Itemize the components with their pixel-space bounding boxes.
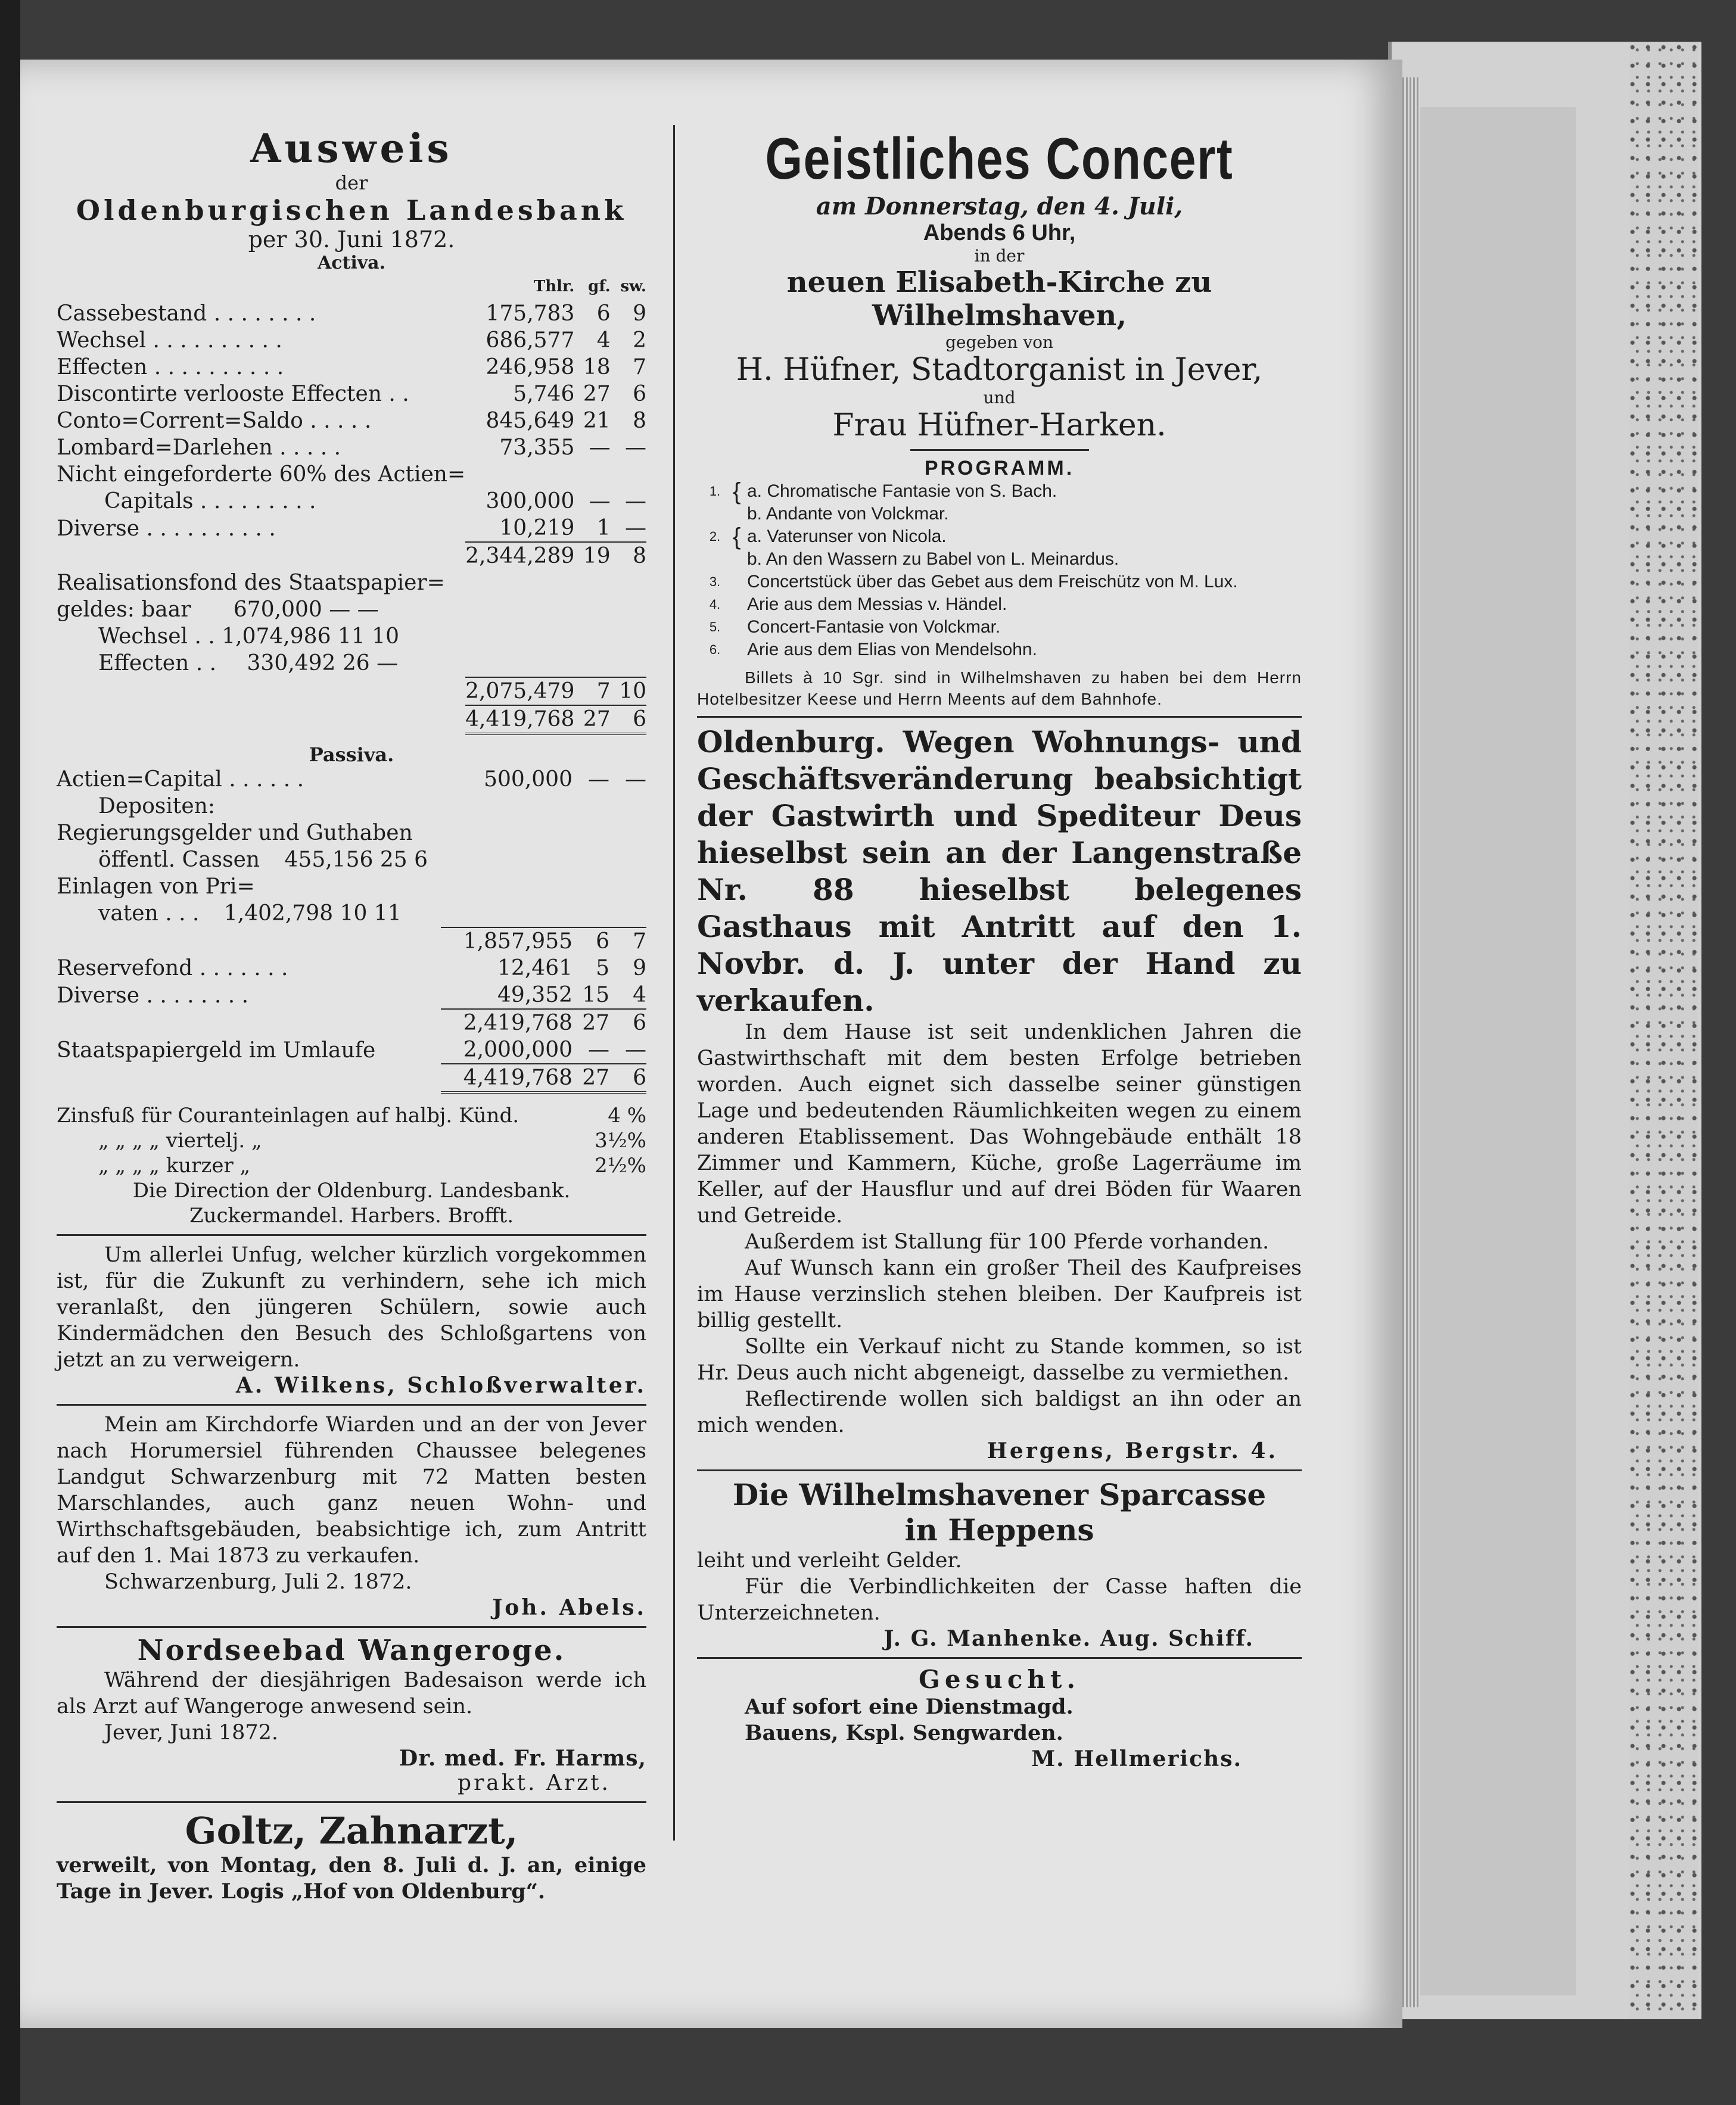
total-row: [57, 1064, 646, 1092]
row-gr: 6: [596, 301, 611, 326]
bracket-glyph: [733, 571, 747, 593]
row-thlr: 175,783: [486, 301, 575, 326]
row-gr: 15: [582, 983, 609, 1007]
table-row: [57, 1009, 646, 1036]
total-gr: 27: [574, 705, 610, 734]
dep-amount: 455,156 25 6: [284, 848, 428, 872]
bad-title: Nordseebad Wangeroge.: [137, 1634, 566, 1667]
divider: [697, 1657, 1302, 1659]
table-row: [57, 407, 646, 434]
row-gr: —: [588, 767, 609, 792]
marbled-edge: [1629, 42, 1698, 2019]
bad-text: Während der diesjährigen Badesaison werde ich als Arzt auf Wangeroge anwesend sein.: [57, 1668, 646, 1718]
divider: [57, 1234, 646, 1236]
gasthaus-signature: Hergens, Bergstr. 4.: [987, 1438, 1278, 1463]
table-row: [57, 300, 646, 327]
subtotal-thlr: 2,075,479: [465, 677, 574, 705]
gasthaus-p3: Auf Wunsch kann ein großer Theil des Kaufpreises im Hause verzinslich stehen bleiben. Der Kaufpreis ist billig gestellt.: [697, 1256, 1302, 1332]
bank-name: Oldenburgischen Landesbank: [76, 194, 627, 226]
concert-gegeben: gegeben von: [945, 332, 1054, 352]
bad-signature-title: prakt. Arzt.: [458, 1771, 611, 1795]
dep-amount: 1,402,798 10 11: [223, 901, 402, 926]
row-label: Staatspapiergeld im Umlaufe: [57, 1038, 376, 1063]
book-inner-board: [1397, 107, 1576, 1995]
rate-label: „ „ „ „ viertelj. „: [98, 1129, 262, 1153]
goltz-text: verweilt, von Montag, den 8. Juli d. J. an, einige Tage in Jever. Logis „Hof von Oldenburg“.: [57, 1853, 646, 1904]
subtotal-gr: 19: [574, 542, 610, 569]
row-gr: —: [588, 1038, 609, 1062]
passiva-label: Passiva.: [309, 743, 394, 766]
row-thlr: 246,958: [486, 355, 575, 379]
divider: [57, 1801, 646, 1803]
table-row: [57, 381, 646, 407]
page-stack-edge: [1402, 77, 1420, 2007]
row-thlr: 49,352: [497, 983, 573, 1007]
total-sw: 6: [611, 705, 646, 734]
row-label: [57, 1009, 441, 1036]
bracket-glyph: [733, 503, 747, 525]
program-text: Concert-Fantasie von Volckmar.: [747, 617, 1001, 637]
report-date: per 30. Juni 1872.: [248, 226, 455, 253]
row-thlr: 300,000: [486, 489, 575, 513]
subtotal-sw: 10: [611, 677, 646, 705]
row-thlr: 10,219: [499, 516, 575, 540]
depositen-label: Depositen:: [98, 794, 215, 818]
row-thlr: 1,857,955: [441, 927, 573, 955]
program-text: Arie aus dem Messias v. Händel.: [747, 594, 1007, 614]
row-thlr: [465, 461, 574, 488]
program-text: a. Chromatische Fantasie von S. Bach.: [747, 481, 1057, 501]
program-number: 5.: [709, 619, 721, 634]
bad-signature: Dr. med. Fr. Harms,: [399, 1746, 646, 1771]
realis-amount-effecten: 330,492 26 —: [247, 651, 399, 675]
bracket-glyph: [733, 616, 747, 639]
list-item: [697, 548, 1302, 571]
realis-label: Realisationsfond des Staatspapier=: [57, 571, 445, 595]
program-text: b. An den Wassern zu Babel von L. Meinardus.: [747, 549, 1119, 569]
list-item: [697, 525, 1302, 548]
passiva-table: [57, 766, 646, 1094]
program-text: a. Vaterunser von Nicola.: [747, 527, 947, 546]
concert-performer: H. Hüfner, Stadtorganist in Jever,: [736, 352, 1263, 388]
row-thlr: 5,746: [513, 382, 575, 406]
subtotal-gr: 7: [574, 677, 610, 705]
row-label: Wechsel . . . . . . . . . .: [57, 328, 282, 353]
notice-schlossgarten: Um allerlei Unfug, welcher kürzlich vorgekommen ist, für die Zukunft zu verhindern, sehe ich mich veranlaßt, den jüngeren Schülern, sowie auch Kindermädchen den Besuch des Schloßgartens von jetzt an zu verweigern.: [57, 1243, 646, 1372]
bracket-glyph: [733, 639, 747, 661]
direction-line: Die Direction der Oldenburg. Landesbank.: [132, 1179, 571, 1203]
gesucht-line2: Bauens, Kspl. Sengwarden.: [745, 1721, 1063, 1745]
table-row: [57, 927, 646, 955]
list-item: [697, 571, 1302, 593]
row-sw: 8: [633, 409, 646, 433]
bracket-glyph: [733, 593, 747, 616]
row-sw: —: [625, 516, 646, 540]
concert-und: und: [983, 388, 1016, 407]
row-gr: [574, 461, 610, 488]
row-sw: [611, 461, 646, 488]
program-number: 1.: [709, 484, 721, 499]
realis-label-wechsel: Wechsel . .: [98, 624, 215, 649]
row-label: Conto=Corrent=Saldo . . . . .: [57, 409, 372, 433]
rate-value: 4 %: [608, 1104, 646, 1128]
rate-label: „ „ „ „ kurzer „: [98, 1154, 251, 1178]
gasthaus-p4: Sollte ein Verkauf nicht zu Stande kommen, so ist Hr. Deus auch nicht abgeneigt, dasselbe zu vermiethen.: [697, 1335, 1302, 1385]
row-thlr: 2,000,000: [463, 1038, 573, 1062]
dep-label: Regierungsgelder und Guthaben: [57, 821, 413, 845]
row-thlr: 12,461: [497, 956, 573, 980]
concert-performer2: Frau Hüfner-Harken.: [832, 407, 1166, 443]
notice-landgut: Mein am Kirchdorfe Wiarden und an der von Jever nach Horumersiel führenden Chaussee belegenes Landgut Schwarzenburg mit 72 Matten besten Marschlandes, auch ganz neuen Wohn- und Wirthschaftsgebäuden, beabsichtige ich, zum Antritt auf den 1. Mai 1873 zu verkaufen.: [57, 1413, 646, 1568]
table-row: [57, 623, 646, 650]
program-list: [697, 480, 1302, 661]
gasthaus-p2: Außerdem ist Stallung für 100 Pferde vorhanden.: [745, 1230, 1270, 1254]
list-item: [697, 616, 1302, 639]
left-column: [57, 66, 646, 1905]
row-thlr: 2,419,768: [441, 1009, 573, 1036]
row-sw: —: [625, 1038, 646, 1062]
table-row: [57, 596, 646, 623]
row-gr: 27: [573, 1009, 609, 1036]
row-sw: 2: [633, 328, 646, 353]
program-text: Concertstück über das Gebet aus dem Freischütz von M. Lux.: [747, 572, 1238, 591]
row-label: Diverse . . . . . . . .: [57, 983, 249, 1008]
row-gr: 1: [596, 516, 611, 540]
table-row: [57, 434, 646, 461]
table-row: [57, 982, 646, 1009]
row-gr: 5: [596, 956, 609, 980]
program-number: 3.: [709, 574, 721, 589]
row-label: Capitals . . . . . . . . .: [104, 489, 316, 513]
row-gr: —: [589, 435, 611, 460]
col-header-thlr: Thlr.: [533, 278, 575, 295]
row-sw: 6: [633, 382, 646, 406]
table-row: [57, 793, 646, 820]
list-item: [697, 480, 1302, 503]
row-sw: —: [625, 767, 646, 792]
divider: [57, 1404, 646, 1406]
billets-text: Billets à 10 Sgr. sind in Wilhelmshaven zu haben bei dem Herrn Hotelbesitzer Keese und Herrn Meents auf dem Bahnhofe.: [697, 668, 1302, 708]
subtotal-sw: 8: [611, 542, 646, 569]
divider: [57, 1626, 646, 1628]
table-row: [57, 873, 646, 900]
sparcasse-p2: Für die Verbindlichkeiten der Casse haften die Unterzeichneten.: [697, 1575, 1302, 1625]
row-label: Nicht eingeforderte 60% des Actien=: [57, 462, 466, 487]
row-thlr: 4,419,768: [441, 1064, 573, 1092]
subtotal-row: [57, 542, 646, 569]
row-thlr: 686,577: [486, 328, 575, 353]
notice-landgut-place: Schwarzenburg, Juli 2. 1872.: [104, 1570, 412, 1594]
notice-landgut-signature: Joh. Abels.: [492, 1595, 646, 1620]
concert-time: Abends 6 Uhr,: [923, 220, 1076, 245]
row-label: Actien=Capital . . . . . .: [57, 767, 304, 792]
concert-in-der: in der: [974, 246, 1025, 266]
row-sw: 7: [609, 927, 646, 955]
table-row: [57, 846, 646, 873]
row-gr: 27: [583, 382, 611, 406]
row-label: Reservefond . . . . . . .: [57, 956, 288, 980]
dep-label: vaten . . .: [98, 901, 200, 926]
bracket-glyph: {: [733, 478, 741, 505]
table-row: [57, 327, 646, 354]
program-text: b. Andante von Volckmar.: [747, 504, 949, 524]
row-sw: 4: [633, 983, 646, 1007]
col-header-gr: gf.: [588, 278, 611, 295]
row-label: Effecten . . . . . . . . . .: [57, 355, 284, 379]
realis-amount-wechsel: 1,074,986 11 10: [222, 624, 399, 649]
concert-date: am Donnerstag, den 4. Juli,: [816, 192, 1183, 220]
total-row: [57, 705, 646, 734]
column-divider: [673, 125, 675, 1841]
program-number: 2.: [709, 529, 721, 544]
program-number: 4.: [709, 597, 721, 612]
sparcasse-title2: in Heppens: [904, 1512, 1094, 1547]
col-header-sw: sw.: [620, 278, 646, 295]
divider: [910, 449, 1089, 451]
bracket-glyph: {: [733, 524, 741, 550]
table-row: [57, 354, 646, 381]
rate-value: 2½%: [595, 1154, 646, 1178]
list-item: [697, 593, 1302, 616]
notice-schlossgarten-signature: A. Wilkens, Schloßverwalter.: [235, 1373, 646, 1398]
row-sw: 9: [633, 301, 646, 326]
row-sw: —: [625, 435, 646, 460]
list-item: [697, 639, 1302, 661]
divider: [697, 1469, 1302, 1471]
sparcasse-p1: leiht und verleiht Gelder.: [697, 1549, 962, 1572]
subtotal-thlr: 2,344,289: [465, 542, 574, 569]
divider: [697, 716, 1302, 718]
concert-title: Geistliches Concert: [765, 126, 1234, 191]
sparcasse-signature: J. G. Manhenke. Aug. Schiff.: [883, 1626, 1254, 1651]
gesucht-title: Gesucht.: [919, 1665, 1080, 1694]
subtotal-row: [57, 677, 646, 705]
row-gr: 27: [573, 1064, 609, 1092]
realis-label-effecten: Effecten . .: [98, 651, 217, 675]
row-sw: 7: [633, 355, 646, 379]
program-number: [697, 503, 733, 525]
activa-table: [57, 273, 646, 735]
rate-value: 3½%: [595, 1129, 646, 1153]
table-row: [57, 900, 646, 927]
list-item: [697, 503, 1302, 525]
concert-church: neuen Elisabeth-Kirche zu Wilhelmshaven,: [786, 266, 1212, 332]
book-spine-edge: [0, 0, 20, 2105]
row-thlr: 500,000: [484, 767, 573, 792]
realis-amount-baar: 670,000 — —: [233, 597, 379, 622]
program-number: 6.: [709, 642, 721, 657]
right-column: [697, 66, 1302, 1771]
bracket-glyph: [733, 548, 747, 571]
table-row: [57, 515, 646, 542]
row-sw: —: [625, 489, 646, 513]
row-gr: 18: [583, 355, 611, 379]
table-row: [57, 461, 646, 488]
row-sw: 6: [609, 1009, 646, 1036]
program-text: Arie aus dem Elias von Mendelsohn.: [747, 640, 1037, 659]
ausweis-der: der: [335, 172, 368, 194]
row-label: Cassebestand . . . . . . . .: [57, 301, 316, 326]
table-row: [57, 820, 646, 846]
row-gr: 4: [596, 328, 611, 353]
row-gr: —: [589, 489, 611, 513]
table-row: [57, 766, 646, 793]
col-header-row: [57, 273, 646, 300]
row-label: Discontirte verlooste Effecten . .: [57, 382, 409, 406]
program-number: [697, 548, 733, 571]
ausweis-title: Ausweis: [250, 125, 453, 172]
realis-label-baar: geldes: baar: [57, 597, 191, 622]
row-label: Lombard=Darlehen . . . . .: [57, 435, 341, 460]
dep-label: öffentl. Cassen: [98, 848, 260, 872]
bad-place: Jever, Juni 1872.: [104, 1721, 278, 1745]
interest-rates: [57, 1103, 646, 1228]
row-label: [57, 1064, 441, 1092]
activa-label: Activa.: [317, 253, 386, 273]
gesucht-line1: Auf sofort eine Dienstmagd.: [745, 1695, 1074, 1719]
goltz-title: Goltz, Zahnarzt,: [185, 1809, 518, 1852]
row-sw: 9: [633, 956, 646, 980]
row-sw: 6: [609, 1064, 646, 1092]
total-thlr: 4,419,768: [465, 705, 574, 734]
dep-label: Einlagen von Pri=: [57, 874, 255, 899]
rate-label: Zinsfuß für Couranteinlagen auf halbj. Künd.: [57, 1104, 519, 1128]
sparcasse-title: Die Wilhelmshavener Sparcasse: [732, 1477, 1267, 1512]
row-label: [57, 927, 441, 955]
table-row: [57, 488, 646, 515]
director-names: Zuckermandel. Harbers. Brofft.: [189, 1204, 514, 1228]
table-row: [57, 569, 646, 596]
gasthaus-headline: Oldenburg. Wegen Wohnungs- und Geschäftsveränderung beabsichtigt der Gastwirth und Spediteur Deus hieselbst sein an der Langenstraße Nr. 88 hieselbst belegenes Gasthaus mit Antritt auf den 1. Novbr. d. J. unter der Hand zu verkaufen.: [697, 724, 1302, 1018]
table-row: [57, 955, 646, 982]
row-gr: 6: [573, 927, 609, 955]
gesucht-signature: M. Hellmerichs.: [1031, 1746, 1242, 1771]
table-row: [57, 1036, 646, 1064]
row-label: Diverse . . . . . . . . . .: [57, 516, 276, 541]
table-row: [57, 650, 646, 677]
gasthaus-p1: In dem Hause ist seit undenklichen Jahren die Gastwirthschaft mit dem besten Erfolge betrieben worden. Auch eignet sich dasselbe seiner günstigen Lage und bedeutenden Räumlichkeiten wegen zu einem anderen Etablissement. Das Wohngebäude enthält 18 Zimmer und Kammern, Küche, große Lagerräume im Keller, auf der Hausflur und auf drei Böden für Waaren und Getreide.: [697, 1020, 1302, 1228]
row-gr: 21: [583, 409, 611, 433]
row-thlr: 845,649: [486, 409, 575, 433]
gasthaus-p5: Reflectirende wollen sich baldigst an ihn oder an mich wenden.: [697, 1387, 1302, 1437]
row-thlr: 73,355: [499, 435, 575, 460]
programm-heading: PROGRAMM.: [924, 457, 1075, 479]
